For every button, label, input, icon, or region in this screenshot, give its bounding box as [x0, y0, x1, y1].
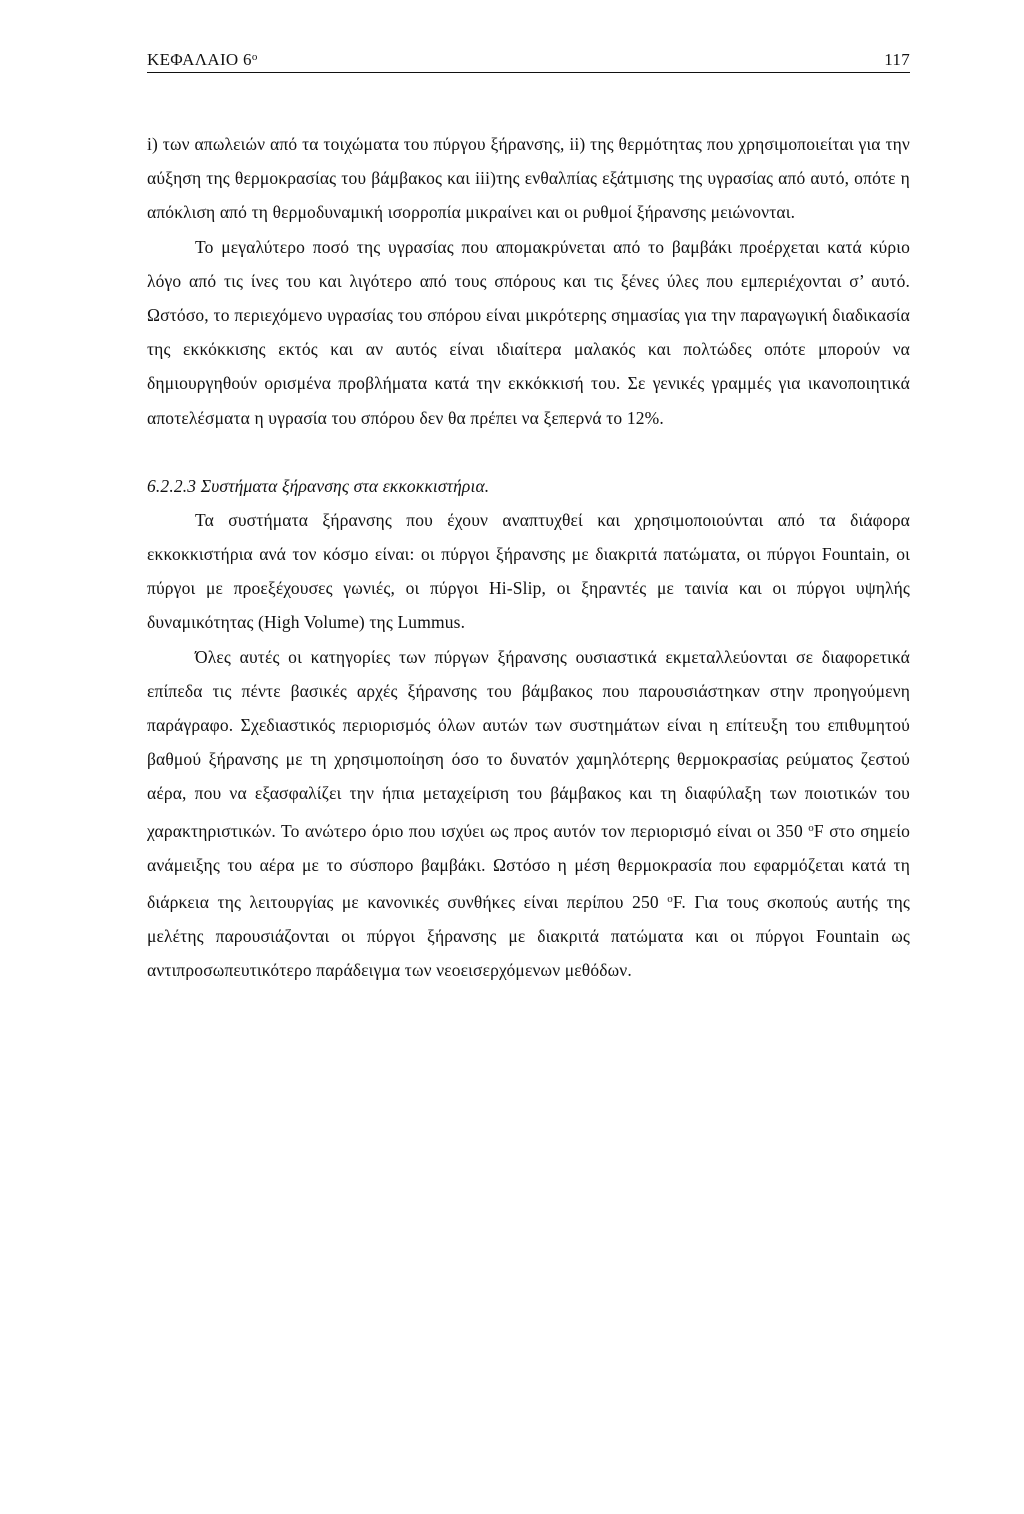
paragraph-4-part-a: Όλες αυτές οι κατηγορίες των πύργων ξήρανσης ουσιαστικά εκμεταλλεύονται σε διαφορετικά επίπεδα τις πέντε βασικές αρχές ξήρανσης του βάμβακος που παρουσιάστηκαν στην προηγούμενη παράγραφο. Σχεδιαστικός περιορισμός όλων αυτών των συστημάτων είναι η επίτευξη του επιθυμητού βαθμού ξήρανσης με τη χρησιμοποίηση όσο το δυνατόν χαμηλότερης θερμοκρασίας ρεύματος ζεστού αέρα, που να εξασφαλίζει την ήπια μεταχείριση του βάμβακος και τη διαφύλαξη των ποιοτικών του χαρακτηριστικών. Το ανώτερο όριο που ισχύει ως προς αυτόν τον περιορισμό είναι οι 350 [147, 646, 910, 841]
paragraph-4-part-c: F. Για τους σκοπούς αυτής της μελέτης παρουσιάζονται οι πύργοι ξήρανσης με διακριτά πατώματα και οι πύργοι Fountain ως αντιπροσωπευτικότερο παράδειγμα των νεοεισερχόμενων μεθόδων. [147, 892, 911, 981]
page-number: 117 [884, 50, 910, 69]
chapter-label: ΚΕΦΑΛΑΙΟ 6 [147, 50, 252, 69]
chapter-superscript: ο [251, 51, 258, 63]
paragraph-2: Το μεγαλύτερο ποσό της υγρασίας που απομακρύνεται από το βαμβάκι προέρχεται κατά κύριο λόγο από τις ίνες του και λιγότερο από τους σπόρους και τις ξένες ύλες που εμπεριέχονται σ’ αυτό. Ωστόσο, το περιεχόμενο υγρασίας του σπόρου είναι μικρότερης σημασίας για την παραγωγική διαδικασία της εκκόκκισης εκτός και αν αυτός είναι ιδιαίτερα μαλακός και πολτώδες οπότε μπορούν να δημιουργηθούν ορισμένα προβλήματα κατά την εκκόκκισή του. Σε γενικές γραμμές για ικανοποιητικά αποτελέσματα η υγρασία του σπόρου δεν θα πρέπει να ξεπερνά το 12%. [147, 236, 910, 428]
degree-symbol: ο [667, 893, 673, 906]
section-gap [147, 435, 910, 469]
body-text [147, 127, 910, 988]
degree-symbol: ο [808, 821, 814, 834]
section-heading: 6.2.2.3 Συστήματα ξήρανσης στα εκκοκκιστήρια. [147, 475, 490, 496]
chapter-title [147, 46, 258, 71]
running-header [147, 46, 910, 73]
paragraph-4-part-b: F στο σημείο ανάμειξης του αέρα με το σύσπορο βαμβάκι. Ωστόσο η μέση θερμοκρασία που εφαρμόζεται κατά τη διάρκεια της λειτουργίας με κανονικές συνθήκες είναι περίπου 250 [147, 820, 910, 913]
paragraph-4 [147, 640, 910, 988]
paragraph-1: i) των απωλειών από τα τοιχώματα του πύργου ξήρανσης, ii) της θερμότητας που χρησιμοποιείται για την αύξηση της θερμοκρασίας του βάμβακος και iii)της ενθαλπίας εξάτμισης της υγρασίας από αυτό, οπότε η απόκλιση από τη θερμοδυναμική ισορροπία μικραίνει και οι ρυθμοί ξήρανσης μειώνονται. [147, 134, 910, 223]
paragraph-3: Τα συστήματα ξήρανσης που έχουν αναπτυχθεί και χρησιμοποιούνται από τα διάφορα εκκοκκιστήρια ανά τον κόσμο είναι: οι πύργοι ξήρανσης με διακριτά πατώματα, οι πύργοι Fountain, οι πύργοι με προεξέχουσες γωνιές, οι πύργοι Hi-Slip, οι ξηραντές με ταινία και οι πύργοι υψηλής δυναμικότητας (High Volume) της Lummus. [147, 509, 910, 633]
